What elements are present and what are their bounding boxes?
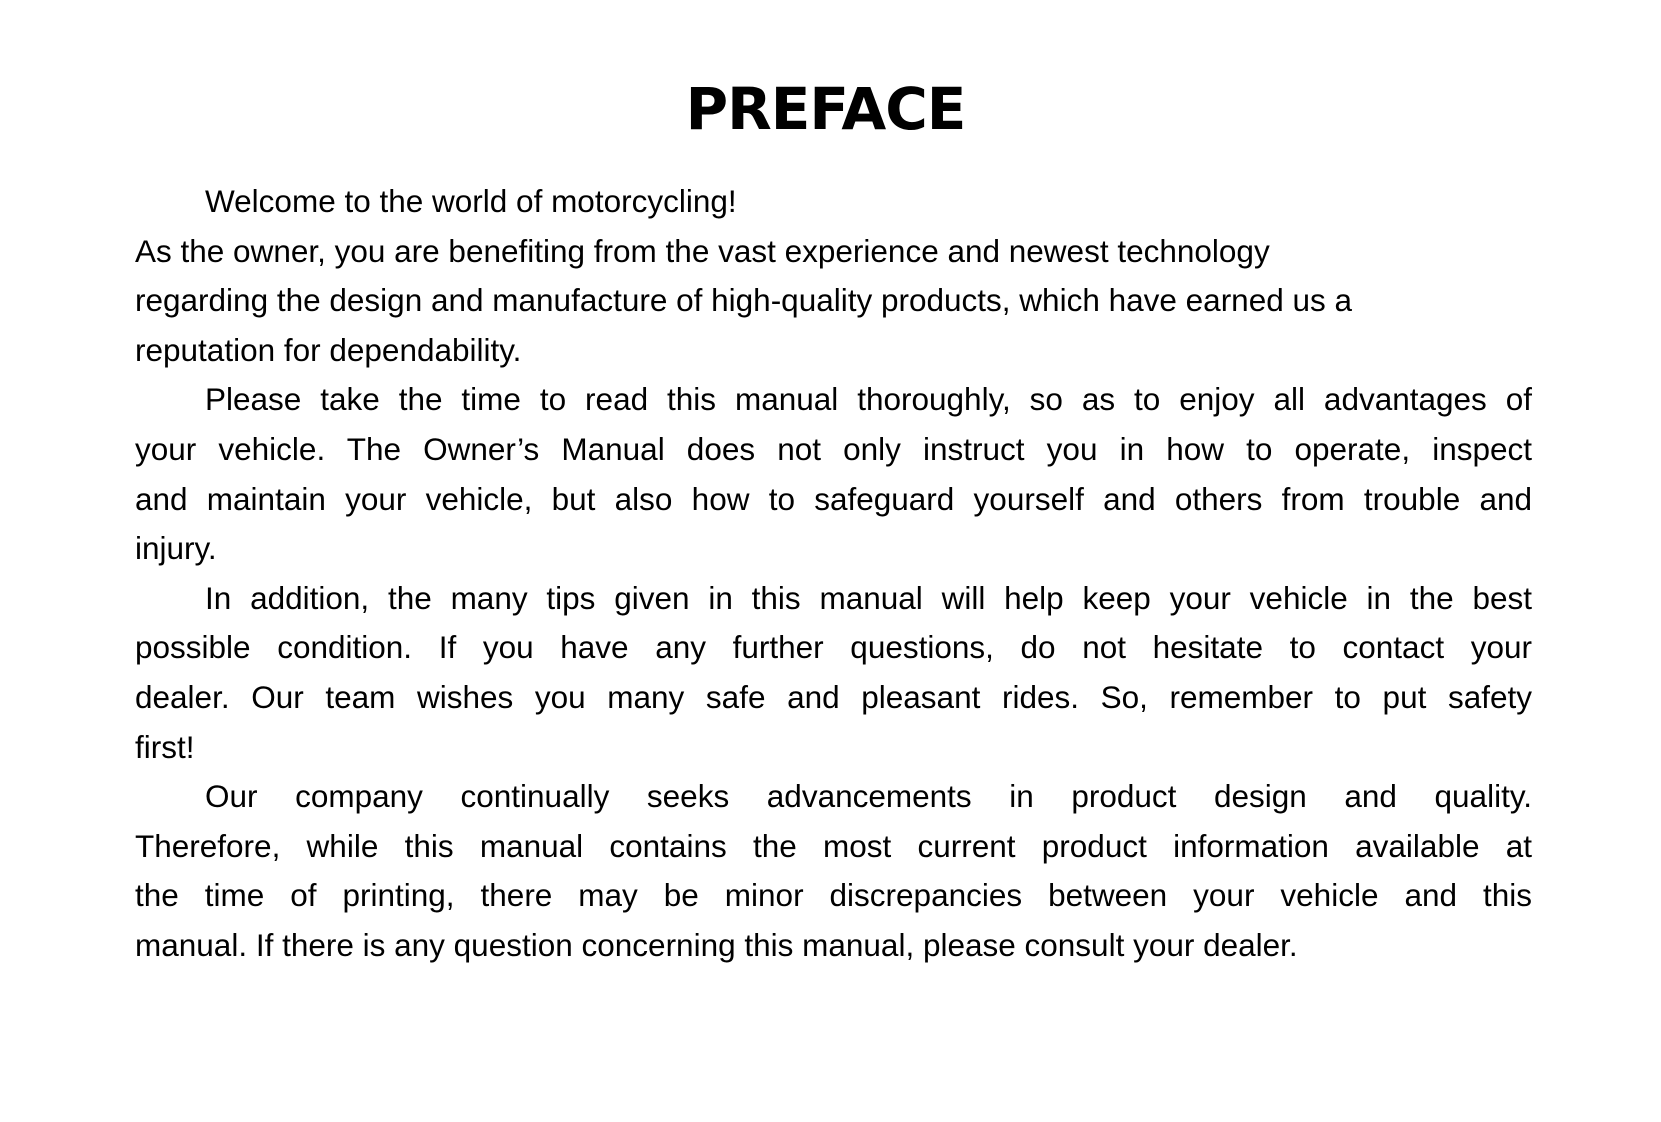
text-line: manual. If there is any question concerning this manual, please consult your dealer. (135, 926, 1298, 963)
preface-body (135, 177, 1532, 971)
text-line: Our company continually seeks advancements in product design and quality. (205, 778, 1532, 815)
page-title: PREFACE (685, 75, 966, 143)
text-line: your vehicle. The Owner’s Manual does not only instruct you in how to operate, inspect (135, 430, 1532, 467)
text-line: and maintain your vehicle, but also how to safeguard yourself and others from trouble and (135, 480, 1532, 517)
text-line: injury. (135, 530, 217, 567)
text-line: Welcome to the world of motorcycling! (205, 183, 737, 219)
text-line: As the owner, you are benefiting from the vast experience and newest technology (135, 232, 1270, 269)
text-line: first! (135, 728, 195, 765)
text-line: Therefore, while this manual contains the most current product information available at (135, 827, 1532, 864)
text-line: possible condition. If you have any further questions, do not hesitate to contact your (135, 629, 1532, 666)
text-line: Please take the time to read this manual thoroughly, so as to enjoy all advantages of (205, 381, 1532, 418)
text-line: regarding the design and manufacture of high-quality products, which have earned us a (135, 282, 1353, 319)
text-line: the time of printing, there may be minor discrepancies between your vehicle and this (135, 877, 1532, 914)
text-line: dealer. Our team wishes you many safe and pleasant rides. So, remember to put safety (135, 678, 1532, 715)
text-line: reputation for dependability. (135, 331, 522, 368)
text-line: In addition, the many tips given in this manual will help keep your vehicle in the best (205, 579, 1532, 616)
